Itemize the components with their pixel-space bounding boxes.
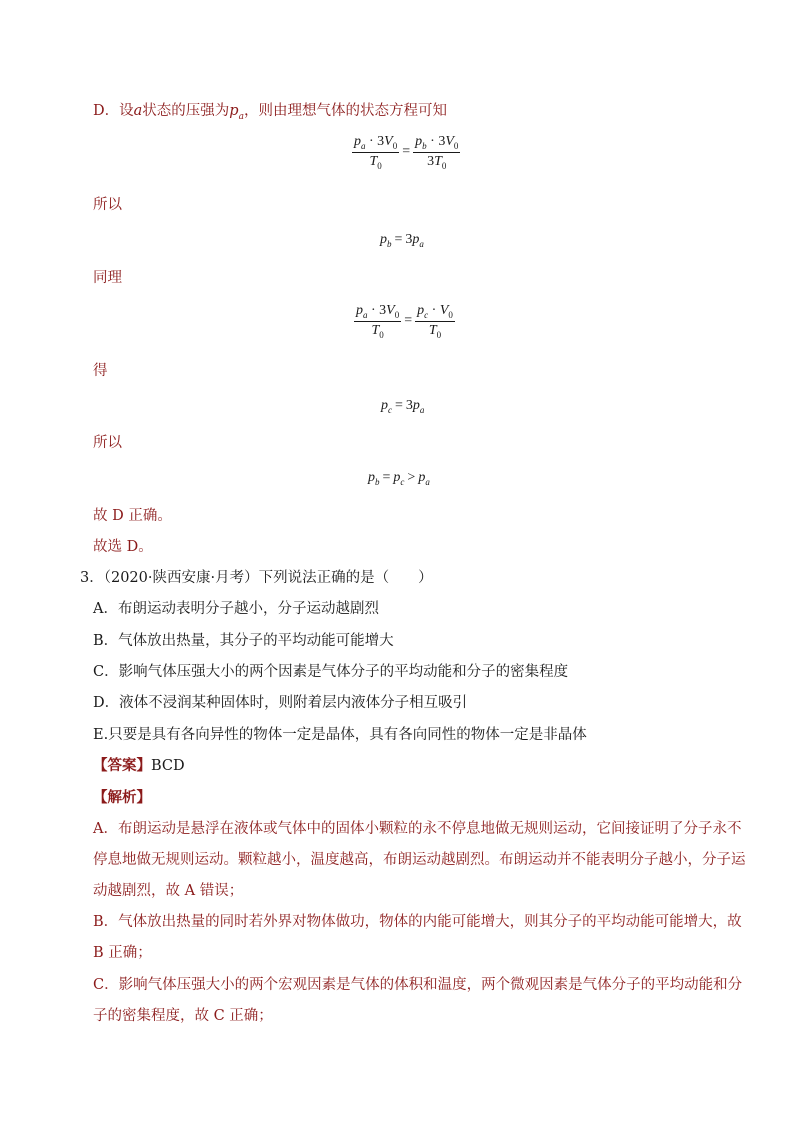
d-intro-var: a: [133, 103, 143, 119]
d-intro-mid: 状态的压强为: [142, 103, 230, 119]
equation-1: $\frac{p_a \cdot 3V_0}{T_0}$ = $\frac{p_b \cdot 3V_0}{3T_0}$: [354, 134, 459, 171]
answer-value: BCD: [151, 758, 185, 774]
analysis-text-4: B．气体放出热量的同时若外界对物体做功，物体的内能可能增大，则其分子的平均动能可能增大，故: [93, 914, 742, 930]
tongli: 同理: [93, 270, 122, 286]
analysis-text-1: A．布朗运动是悬浮在液体或气体中的固体小颗粒的永不停息地做无规则运动，它间接证明了分子永不: [93, 821, 742, 837]
analysis-text-2: 停息地做无规则运动。颗粒越小，温度越高，布朗运动越剧烈。布朗运动并不能表明分子越小，分子运: [93, 852, 746, 868]
eq1-left-fraction: $\frac{p_a \cdot 3V_0}{T_0}$: [354, 134, 398, 171]
q3-option-d: D．液体不浸润某种固体时，则附着层内液体分子相互吸引: [93, 695, 468, 711]
suoyi-2: 所以: [93, 435, 122, 451]
q3-option-a: A．布朗运动表明分子越小，分子运动越剧烈: [93, 601, 379, 617]
eq1-right-fraction: $\frac{p_b \cdot 3V_0}{3T_0}$: [415, 134, 459, 171]
d-intro-pa-sub: a: [238, 111, 244, 122]
q3-option-b: B．气体放出热量，其分子的平均动能可能增大: [93, 633, 394, 649]
question-3-stem: 3．（2020·陕西安康·月考）下列说法正确的是（ ）: [80, 570, 433, 586]
analysis-text-6: C．影响气体压强大小的两个宏观因素是气体的体积和温度，两个微观因素是气体分子的平均动能和分: [93, 977, 743, 993]
analysis-text-3: 动越剧烈，故 A 错误；: [93, 883, 244, 899]
analysis-text-5: B 正确；: [93, 945, 152, 961]
equation-3: $\frac{p_a \cdot 3V_0}{T_0}$ = $\frac{p_c \cdot V_0}{T_0}$: [356, 303, 453, 340]
analysis-line: [93, 788, 151, 808]
suoyi-1: 所以: [93, 197, 122, 213]
eq3-right-fraction: $\frac{p_c \cdot V_0}{T_0}$: [417, 303, 453, 340]
d-intro-suffix: ，则由理想气体的状态方程可知: [243, 103, 447, 119]
equation-4: $p_c = 3p_a$: [381, 398, 425, 416]
analysis-text-7: 子的密集程度，故 C 正确；: [93, 1008, 273, 1024]
d-intro-pa: p: [229, 103, 239, 119]
de: 得: [93, 363, 108, 379]
eq3-left-fraction: $\frac{p_a \cdot 3V_0}{T_0}$: [356, 303, 400, 340]
q3-option-e: E.只要是具有各向异性的物体一定是晶体，具有各向同性的物体一定是非晶体: [93, 727, 587, 743]
d-intro-prefix: D．设: [93, 103, 134, 119]
analysis-tag: 【解析】: [93, 789, 151, 806]
d-correct: 故 D 正确。: [93, 508, 172, 524]
choose-d: 故选 D。: [93, 539, 153, 555]
equation-2: $p_b = 3p_a$: [380, 232, 424, 250]
equation-5: $p_b = p_c > p_a$: [368, 470, 430, 488]
q3-option-c: C．影响气体压强大小的两个因素是气体分子的平均动能和分子的密集程度: [93, 664, 569, 680]
answer-line: [93, 756, 185, 776]
d-intro-line: [93, 101, 447, 127]
answer-tag: 【答案】: [93, 757, 151, 774]
